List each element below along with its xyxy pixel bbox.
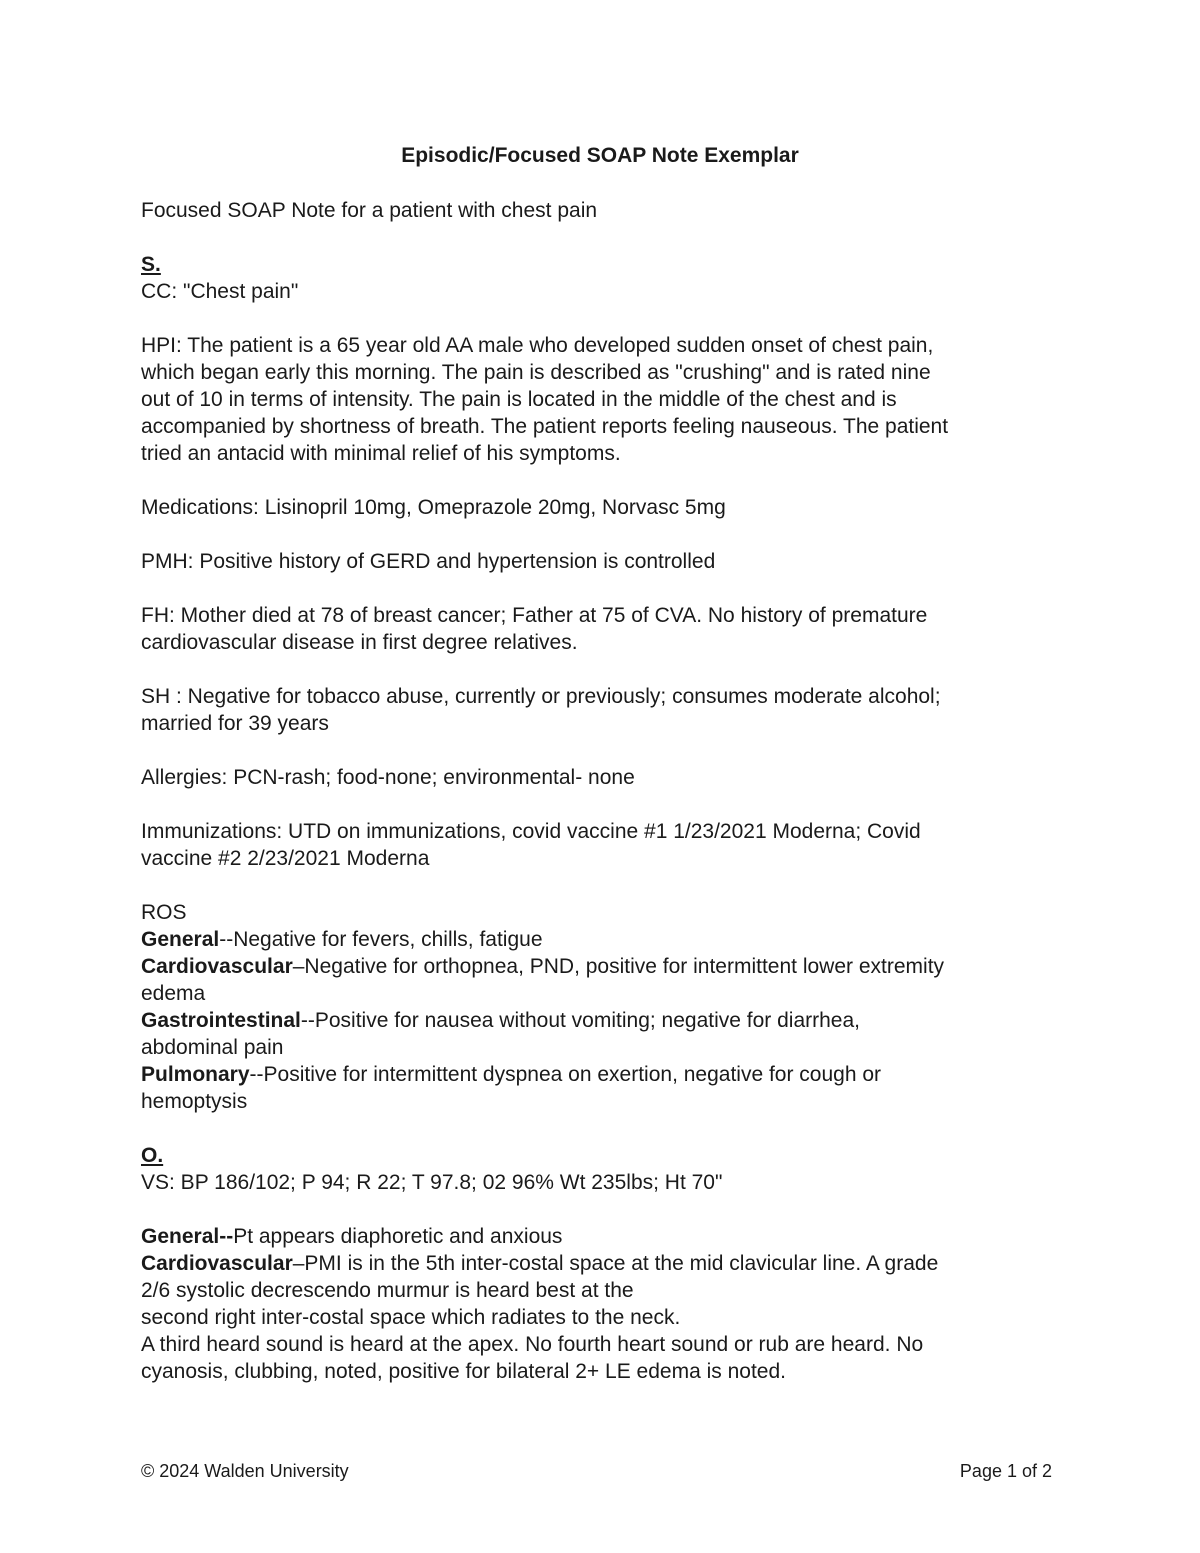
fh-line: cardiovascular disease in first degree relatives.: [141, 631, 578, 654]
allergies: Allergies: PCN-rash; food-none; environmental- none: [141, 766, 635, 789]
hpi-paragraph: [141, 332, 1061, 467]
document-body: [141, 197, 1061, 1385]
ros-cardiovascular-cont: edema: [141, 982, 206, 1005]
subjective-heading: S.: [141, 253, 161, 276]
ros-cardiovascular-label: Cardiovascular: [141, 955, 293, 978]
immunizations: [141, 818, 1061, 872]
exam-general: [141, 1223, 1061, 1250]
family-history: [141, 602, 1061, 656]
page-footer: [141, 1460, 1052, 1482]
review-of-systems: [141, 899, 1061, 1115]
ros-pulmonary-label: Pulmonary: [141, 1063, 250, 1086]
exam-cardiovascular-cont: second right inter-costal space which radiates to the neck.: [141, 1306, 681, 1329]
sh-line: married for 39 years: [141, 712, 329, 735]
vital-signs: VS: BP 186/102; P 94; R 22; T 97.8; 02 96% Wt 235lbs; Ht 70": [141, 1171, 723, 1194]
past-medical-history: PMH: Positive history of GERD and hypertension is controlled: [141, 550, 716, 573]
exam-cardiovascular-cont: A third heard sound is heard at the apex. No fourth heart sound or rub are heard. No: [141, 1333, 924, 1356]
ros-pulmonary-cont: hemoptysis: [141, 1090, 248, 1113]
fh-line: FH: Mother died at 78 of breast cancer; Father at 75 of CVA. No history of premature: [141, 604, 928, 627]
ros-cardiovascular-text: –Negative for orthopnea, PND, positive for intermittent lower extremity: [292, 955, 945, 978]
ros-general-label: General: [141, 928, 220, 951]
exam-cardiovascular: [141, 1250, 1061, 1277]
ros-gastrointestinal-text: --Positive for nausea without vomiting; negative for diarrhea,: [300, 1009, 860, 1032]
ros-gastrointestinal-label: Gastrointestinal: [141, 1009, 301, 1032]
document-title: Episodic/Focused SOAP Note Exemplar: [401, 144, 799, 167]
ros-pulmonary: [141, 1061, 1061, 1088]
ros-gastrointestinal: [141, 1007, 1061, 1034]
objective-heading: O.: [141, 1144, 164, 1167]
ros-cardiovascular: [141, 953, 1061, 980]
hpi-line: which began early this morning. The pain is described as "crushing" and is rated nine: [141, 361, 931, 384]
exam-cardiovascular-cont: cyanosis, clubbing, noted, positive for bilateral 2+ LE edema is noted.: [141, 1360, 786, 1383]
sh-line: SH : Negative for tobacco abuse, currently or previously; consumes moderate alcohol;: [141, 685, 941, 708]
document-subtitle: Focused SOAP Note for a patient with chest pain: [141, 199, 598, 222]
exam-cardiovascular-cont: 2/6 systolic decrescendo murmur is heard best at the: [141, 1279, 634, 1302]
hpi-line: HPI: The patient is a 65 year old AA male who developed sudden onset of chest pain,: [141, 334, 934, 357]
hpi-line: out of 10 in terms of intensity. The pain is located in the middle of the chest and is: [141, 388, 897, 411]
medications: Medications: Lisinopril 10mg, Omeprazole 20mg, Norvasc 5mg: [141, 496, 726, 519]
social-history: [141, 683, 1061, 737]
immunizations-line: Immunizations: UTD on immunizations, covid vaccine #1 1/23/2021 Moderna; Covid: [141, 820, 921, 843]
copyright-text: © 2024 Walden University: [141, 1461, 349, 1481]
ros-gastrointestinal-cont: abdominal pain: [141, 1036, 284, 1059]
hpi-line: accompanied by shortness of breath. The patient reports feeling nauseous. The patient: [141, 415, 949, 438]
immunizations-line: vaccine #2 2/23/2021 Moderna: [141, 847, 430, 870]
exam-general-text: Pt appears diaphoretic and anxious: [233, 1225, 563, 1248]
chief-complaint: CC: "Chest pain": [141, 280, 299, 303]
page-number: Page 1 of 2: [959, 1461, 1052, 1481]
exam-cardiovascular-text: –PMI is in the 5th inter-costal space at the mid clavicular line. A grade: [292, 1252, 939, 1275]
ros-pulmonary-text: --Positive for intermittent dyspnea on exertion, negative for cough or: [249, 1063, 882, 1086]
ros-general-text: --Negative for fevers, chills, fatigue: [219, 928, 543, 951]
ros-general: [141, 926, 1061, 953]
exam-cardiovascular-label: Cardiovascular: [141, 1252, 293, 1275]
exam-general-label: General--: [141, 1225, 234, 1248]
hpi-line: tried an antacid with minimal relief of his symptoms.: [141, 442, 621, 465]
ros-heading: ROS: [141, 901, 187, 924]
